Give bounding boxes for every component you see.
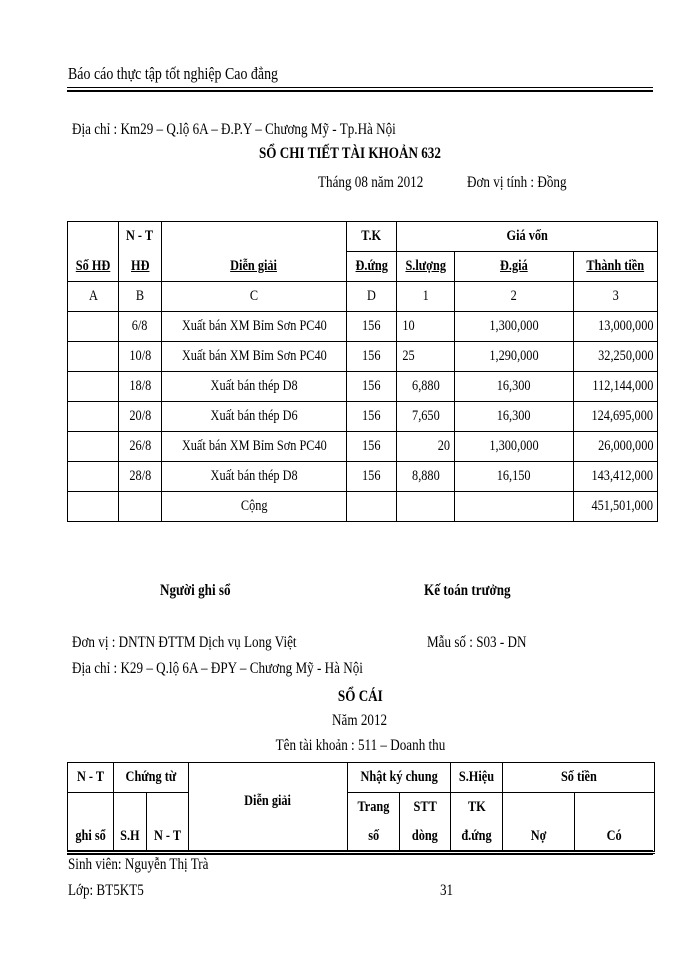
col-so-tien: Số tiền bbox=[503, 763, 655, 793]
ledger-632-table bbox=[67, 221, 658, 522]
col-tk-top: T.K bbox=[347, 222, 396, 252]
col-dien-giai-top bbox=[188, 763, 347, 793]
header-divider bbox=[67, 87, 653, 92]
col-no: Nợ bbox=[503, 822, 575, 853]
footer-divider bbox=[67, 850, 653, 855]
col-nt-ghi-so-top: N - T bbox=[68, 763, 114, 793]
col-tk-top: TK bbox=[451, 793, 503, 823]
col-nt-top: N - T bbox=[119, 222, 162, 252]
total-row bbox=[68, 492, 658, 522]
total-value: 451,501,000 bbox=[573, 492, 657, 522]
section2-address: Địa chỉ : K29 – Q.lộ 6A – ĐPY – Chương Mỹ - Hà Nội bbox=[72, 660, 363, 677]
page-number: 31 bbox=[440, 882, 454, 899]
table-row: 20/8 Xuất bán thép D6 156 7,650 16,300 124,695,000 bbox=[68, 402, 658, 432]
section1-unit: Đơn vị tính : Đồng bbox=[467, 174, 567, 191]
col-nt-ghi-so-bottom: ghi sổ bbox=[68, 822, 114, 853]
col-tk-bottom: Đ.ứng bbox=[347, 252, 396, 282]
footer-class: Lớp: BT5KT5 bbox=[68, 882, 144, 899]
col-tt: Thành tiền bbox=[573, 252, 657, 282]
section1-address: Địa chỉ : Km29 – Q.lộ 6A – Đ.P.Y – Chương Mỹ - Tp.Hà Nội bbox=[72, 121, 396, 138]
col-trang-bottom: số bbox=[348, 822, 400, 853]
col-sh: S.H bbox=[114, 822, 147, 853]
section2-unit: Đơn vị : DNTN ĐTTM Dịch vụ Long Việt bbox=[72, 634, 297, 651]
signer-right: Kế toán trưởng bbox=[424, 582, 511, 599]
col-stt-top: STT bbox=[400, 793, 451, 823]
report-header: Báo cáo thực tập tốt nghiệp Cao đẳng bbox=[68, 64, 279, 83]
col-chung-tu: Chứng từ bbox=[114, 763, 189, 793]
total-label: Cộng bbox=[161, 492, 347, 522]
table-row: 6/8 Xuất bán XM Bỉm Sơn PC40 156 10 1,300,000 13,000,000 bbox=[68, 312, 658, 342]
col-so-hd: Số HĐ bbox=[68, 252, 119, 282]
section2-form: Mẫu số : S03 - DN bbox=[427, 634, 527, 651]
section2-title: SỔ CÁI bbox=[337, 688, 383, 705]
col-gia-von: Giá vốn bbox=[396, 222, 657, 252]
col-nt-bottom: HĐ bbox=[119, 252, 162, 282]
col-dg: Đ.giá bbox=[455, 252, 574, 282]
section1-month: Tháng 08 năm 2012 bbox=[318, 174, 424, 191]
col-nt: N - T bbox=[146, 822, 188, 853]
general-ledger-table bbox=[67, 762, 655, 854]
signer-left: Người ghi sổ bbox=[160, 582, 231, 599]
code-row: A B C D 1 2 3 bbox=[68, 282, 658, 312]
section1-title: SỔ CHI TIẾT TÀI KHOẢN 632 bbox=[259, 145, 441, 162]
col-stt-bottom: dòng bbox=[400, 822, 451, 853]
table-row: 18/8 Xuất bán thép D8 156 6,880 16,300 112,144,000 bbox=[68, 372, 658, 402]
col-s-hieu: S.Hiệu bbox=[451, 763, 503, 793]
table-row: 10/8 Xuất bán XM Bỉm Sơn PC40 156 25 1,290,000 32,250,000 bbox=[68, 342, 658, 372]
section2-account: Tên tài khoản : 511 – Doanh thu bbox=[275, 737, 445, 754]
col-tk-bottom: đ.ứng bbox=[451, 822, 503, 853]
table-row: 28/8 Xuất bán thép D8 156 8,880 16,150 143,412,000 bbox=[68, 462, 658, 492]
col-sl: S.lượng bbox=[396, 252, 454, 282]
col-co: Có bbox=[574, 822, 654, 853]
col-trang-top: Trang bbox=[348, 793, 400, 823]
col-dien-giai: Diễn giải bbox=[188, 793, 347, 823]
col-dien-giai: Diễn giải bbox=[161, 252, 347, 282]
table-row: 26/8 Xuất bán XM Bỉm Sơn PC40 156 20 1,300,000 26,000,000 bbox=[68, 432, 658, 462]
footer-student: Sinh viên: Nguyễn Thị Trà bbox=[68, 856, 209, 873]
section2-year: Năm 2012 bbox=[332, 712, 388, 729]
col-nhat-ky-chung: Nhật ký chung bbox=[348, 763, 451, 793]
